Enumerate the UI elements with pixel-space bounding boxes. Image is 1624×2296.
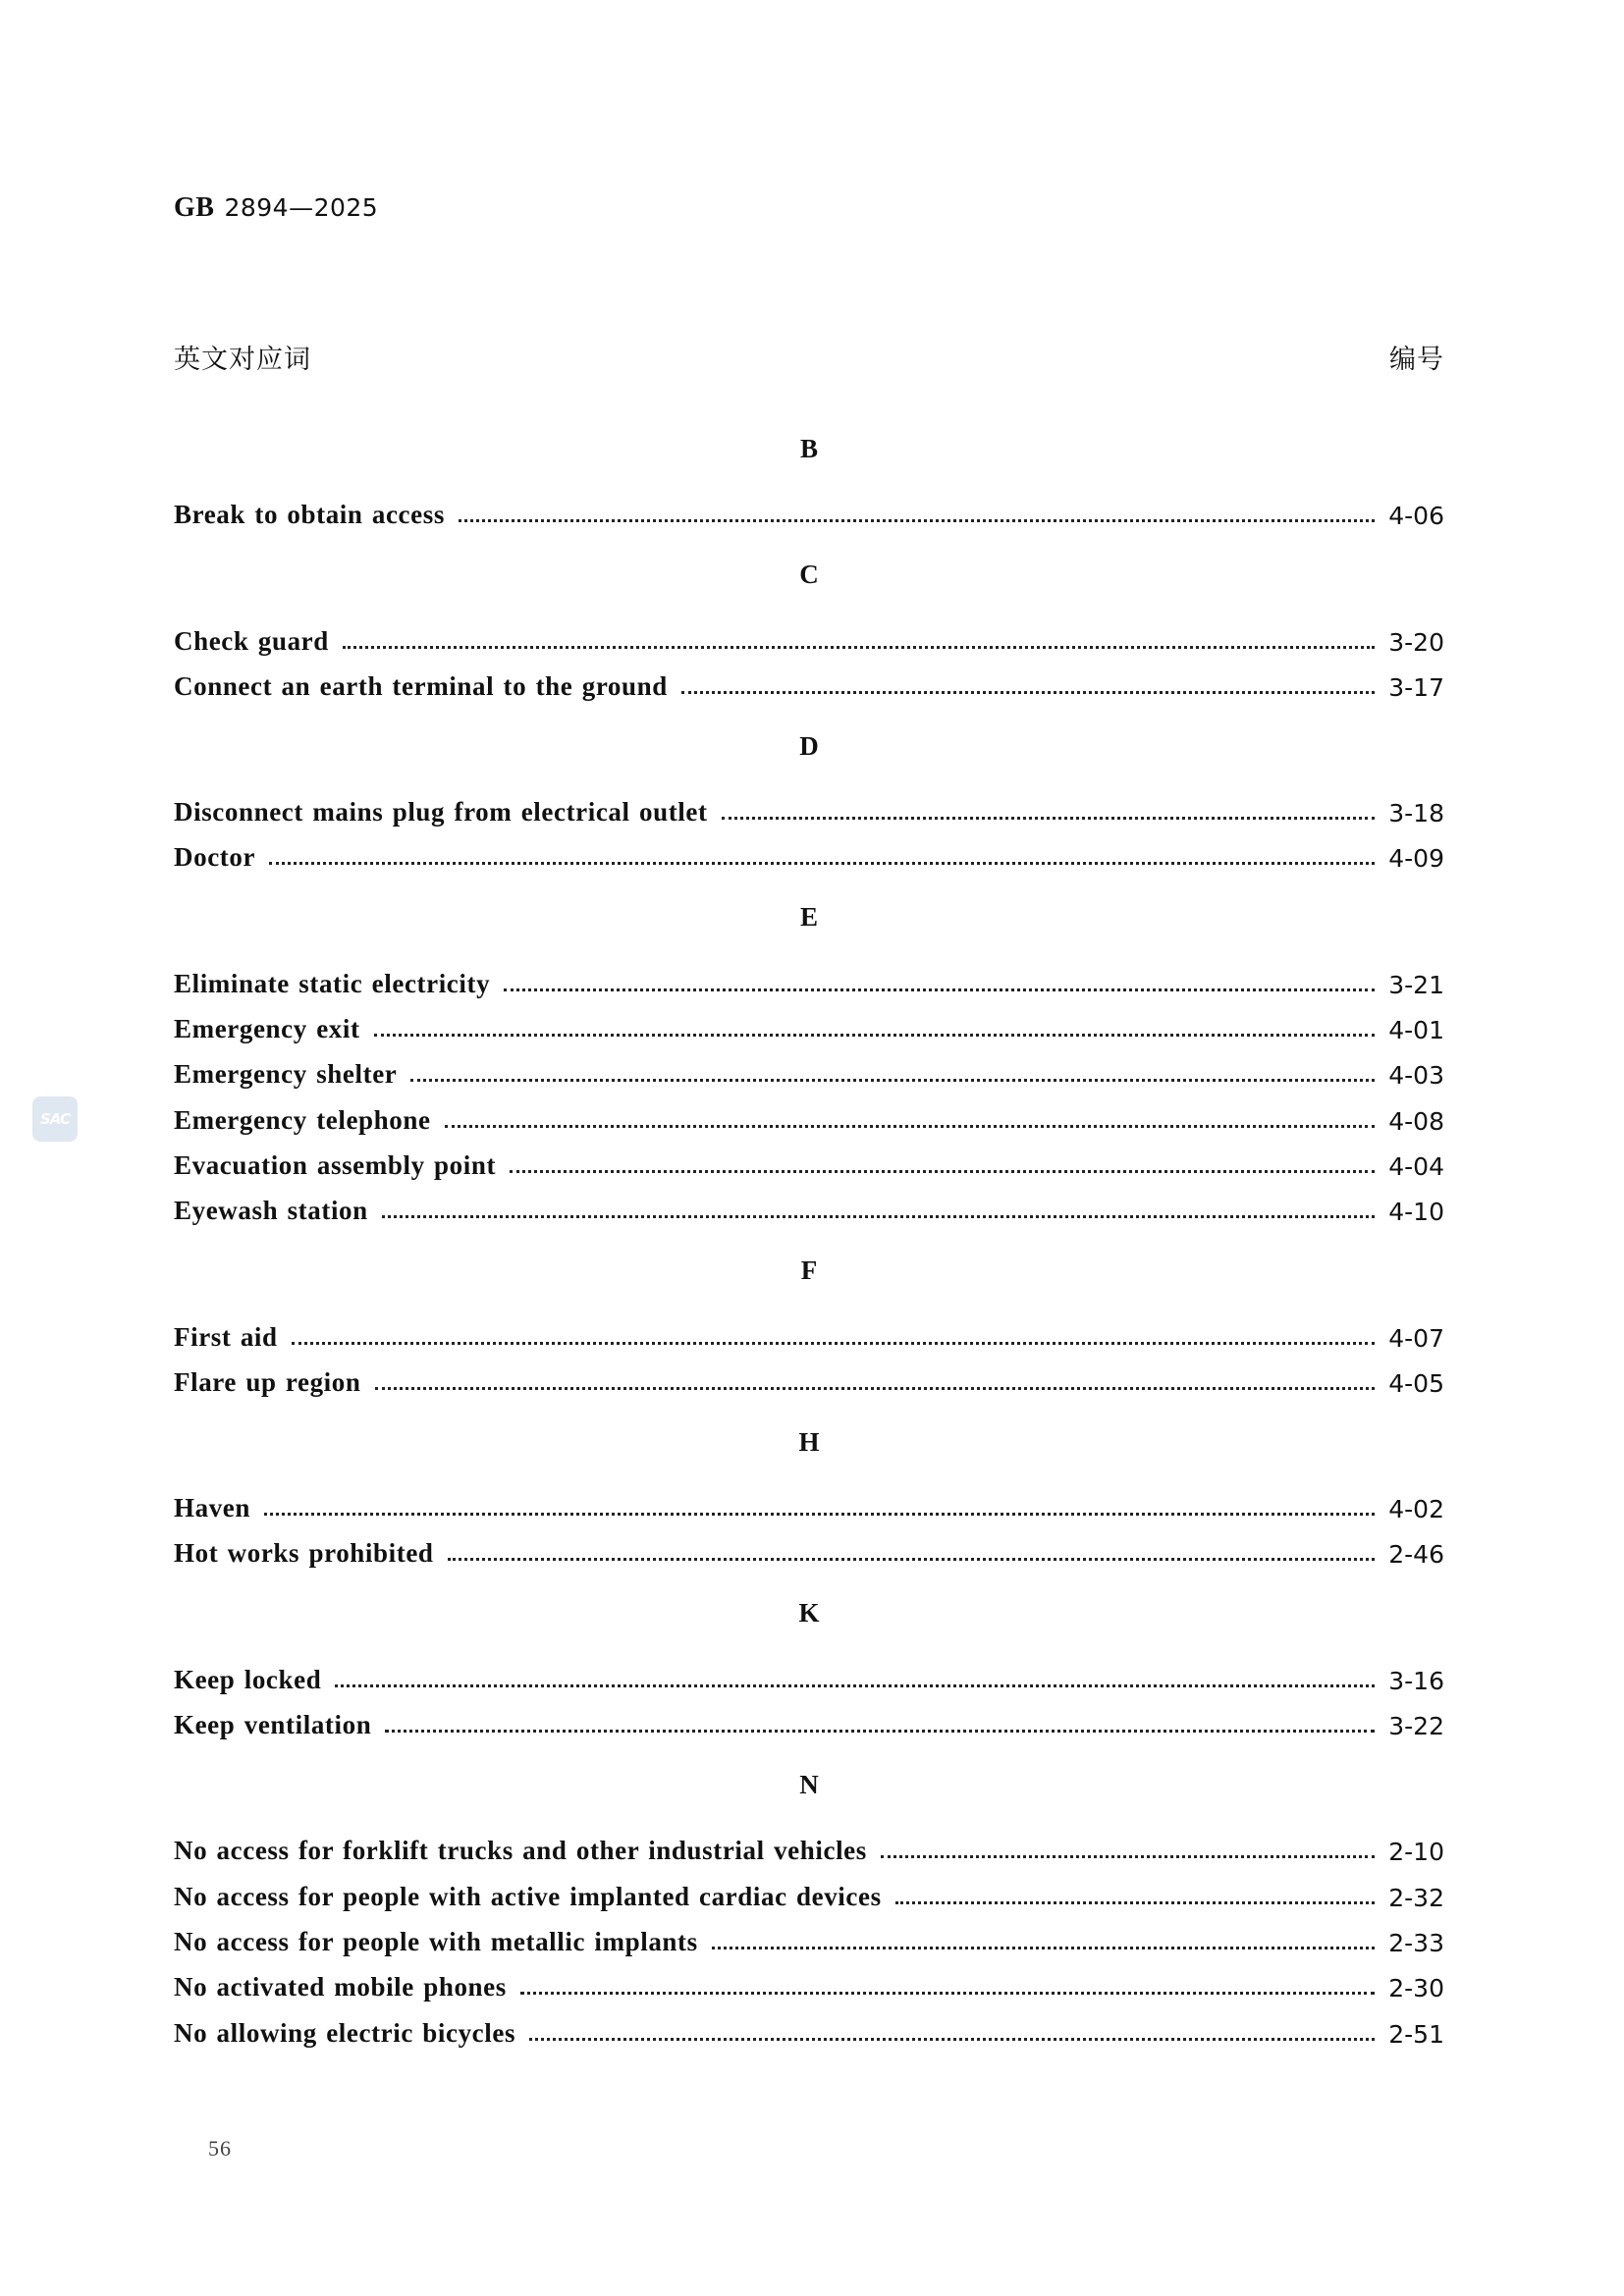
- dot-leader: [375, 1387, 1376, 1390]
- index-entry: [174, 1701, 1444, 1746]
- entry-term: Haven: [174, 1493, 251, 1523]
- term-index: [174, 410, 1444, 2055]
- entry-term: Hot works prohibited: [174, 1538, 434, 1569]
- column-header-number: 编号: [1389, 345, 1444, 375]
- dot-leader: [459, 519, 1375, 522]
- entry-term: Eliminate static electricity: [174, 968, 491, 998]
- dot-leader: [343, 646, 1375, 649]
- entry-code: 3-16: [1388, 1666, 1444, 1695]
- entry-term: No access for people with metallic implants: [174, 1926, 698, 1956]
- index-entry: [174, 1142, 1444, 1187]
- dot-leader: [448, 1558, 1376, 1561]
- entry-term: Check guard: [174, 625, 329, 656]
- entry-term: Evacuation assembly point: [174, 1149, 497, 1180]
- dot-leader: [681, 691, 1375, 694]
- dot-leader: [410, 1079, 1375, 1082]
- dot-leader: [881, 1855, 1375, 1858]
- entry-code: 3-22: [1388, 1712, 1444, 1741]
- index-entry: [174, 1529, 1444, 1575]
- entry-code: 2-10: [1388, 1838, 1444, 1867]
- index-entry: [174, 1005, 1444, 1050]
- dot-leader: [445, 1125, 1376, 1128]
- index-entry: [174, 1655, 1444, 1700]
- dot-leader: [510, 1170, 1375, 1173]
- entry-term: Emergency shelter: [174, 1059, 398, 1090]
- entry-term: No access for people with active implanted cardiac devices: [174, 1881, 882, 1911]
- entry-term: Break to obtain access: [174, 500, 445, 530]
- index-entry: [174, 616, 1444, 662]
- entry-code: 3-17: [1388, 672, 1444, 702]
- section-letter-heading: F: [800, 1255, 818, 1286]
- entry-code: 2-32: [1388, 1883, 1444, 1912]
- column-headers: [174, 338, 1444, 376]
- entry-term: Emergency telephone: [174, 1104, 431, 1135]
- index-entry: [174, 788, 1444, 833]
- index-entry: [174, 1359, 1444, 1404]
- entry-code: 4-09: [1388, 844, 1444, 874]
- dot-leader: [529, 2038, 1375, 2041]
- entry-code: 3-20: [1388, 627, 1444, 657]
- index-entry: [174, 959, 1444, 1004]
- entry-code: 3-18: [1388, 799, 1444, 828]
- entry-code: 4-10: [1388, 1198, 1444, 1227]
- entry-code: 2-46: [1388, 1540, 1444, 1570]
- index-entry: [174, 1827, 1444, 1872]
- entry-code: 2-30: [1388, 1974, 1444, 2003]
- dot-leader: [264, 1513, 1375, 1516]
- index-entry: [174, 1050, 1444, 1095]
- index-entry: [174, 1095, 1444, 1141]
- section-letter-heading: D: [799, 730, 819, 761]
- standard-number: 2894—2025: [224, 193, 379, 222]
- dot-leader: [504, 988, 1375, 991]
- watermark-text: SAC: [40, 1110, 70, 1128]
- section-letter-heading: K: [798, 1598, 820, 1629]
- entry-code: 4-03: [1388, 1061, 1444, 1091]
- entry-term: Eyewash station: [174, 1196, 368, 1226]
- index-entry: [174, 1187, 1444, 1232]
- section-letter-heading: B: [799, 434, 818, 463]
- entry-term: First aid: [174, 1321, 278, 1352]
- entry-code: 2-33: [1388, 1928, 1444, 1957]
- dot-leader: [385, 1730, 1375, 1733]
- dot-leader: [374, 1034, 1376, 1037]
- entry-code: 4-07: [1388, 1323, 1444, 1353]
- entry-term: No allowing electric bicycles: [174, 2017, 516, 2048]
- entry-code: 3-21: [1388, 970, 1444, 999]
- index-entry: [174, 1484, 1444, 1529]
- index-entry: [174, 1872, 1444, 1917]
- index-entry: [174, 2008, 1444, 2054]
- sac-watermark-logo: [32, 1096, 78, 1142]
- entry-code: 4-05: [1388, 1368, 1444, 1398]
- column-header-english-term: 英文对应词: [174, 345, 311, 375]
- section-letter-heading: N: [799, 1770, 819, 1800]
- entry-term: Disconnect mains plug from electrical outlet: [174, 797, 708, 828]
- dot-leader: [712, 1947, 1376, 1949]
- dot-leader: [722, 817, 1376, 820]
- dot-leader: [895, 1901, 1376, 1904]
- entry-term: No access for forklift trucks and other industrial vehicles: [174, 1836, 867, 1866]
- dot-leader: [292, 1342, 1376, 1345]
- entry-term: Doctor: [174, 842, 256, 873]
- entry-code: 4-08: [1388, 1106, 1444, 1136]
- entry-code: 4-02: [1388, 1495, 1444, 1524]
- entry-term: Connect an earth terminal to the ground: [174, 670, 668, 701]
- entry-term: No activated mobile phones: [174, 1972, 507, 2002]
- index-entry: [174, 1963, 1444, 2008]
- entry-term: Keep ventilation: [174, 1710, 372, 1740]
- section-letter-heading: E: [799, 902, 818, 933]
- section-letter-heading: H: [798, 1426, 820, 1457]
- entry-code: 2-51: [1388, 2019, 1444, 2049]
- dot-leader: [520, 1992, 1375, 1995]
- entry-code: 4-01: [1388, 1016, 1444, 1045]
- dot-leader: [269, 862, 1375, 865]
- entry-code: 4-04: [1388, 1151, 1444, 1181]
- index-entry: [174, 1312, 1444, 1358]
- entry-code: 4-06: [1388, 502, 1444, 531]
- entry-term: Emergency exit: [174, 1014, 360, 1044]
- index-entry: [174, 663, 1444, 708]
- standard-identifier: [174, 192, 378, 224]
- standard-prefix: GB: [174, 192, 215, 223]
- index-entry: [174, 491, 1444, 536]
- page-number: 56: [208, 2136, 232, 2161]
- entry-term: Keep locked: [174, 1664, 322, 1694]
- index-entry: [174, 833, 1444, 879]
- section-letter-heading: C: [799, 560, 819, 590]
- index-entry: [174, 1918, 1444, 1963]
- entry-term: Flare up region: [174, 1366, 361, 1397]
- dot-leader: [382, 1215, 1375, 1218]
- dot-leader: [335, 1684, 1375, 1687]
